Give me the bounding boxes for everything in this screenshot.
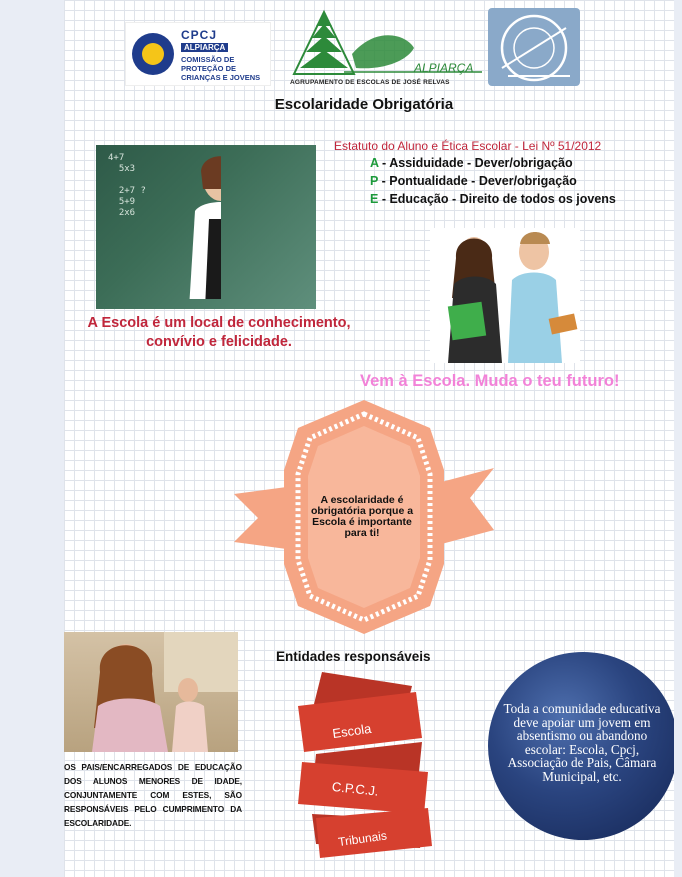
gaaa-emblem-icon xyxy=(488,8,580,86)
agrupamento-brand: ALPIARÇA xyxy=(414,61,474,75)
teacher-photo xyxy=(96,145,316,309)
ribbon-label-cpcj: C.P.C.J. xyxy=(331,778,380,799)
cpcj-logo-place: ALPIARÇA xyxy=(181,43,228,52)
pais-responsabilidade-text: OS PAIS/ENCARREGADOS DE EDUCAÇÃO DOS ALUNOS MENORES DE IDADE, CONJUNTAMENTE COM ESTES, SÃO RESPONSÁVEIS PELO CUMPRIMENTO DA ESCOLARIDADE. xyxy=(64,762,242,828)
escola-statement: A Escola é um local de conhecimento, convívio e felicidade. xyxy=(87,315,351,350)
agrupamento-logo xyxy=(286,6,482,86)
entidades-ribbon-graphic xyxy=(292,668,442,868)
students-photo xyxy=(430,228,580,363)
estatuto-item-p xyxy=(370,174,577,188)
estatuto-item-text: - Assiduidade - Dever/obrigação xyxy=(378,156,573,170)
estatuto-title: Estatuto do Aluno e Ética Escolar - Lei Nº 51/2012 xyxy=(334,139,602,153)
chalkboard-drawing: 4+7 5x3 2+7 ? 5+9 2x6 xyxy=(108,153,146,218)
ribbon-label-escola: Escola xyxy=(331,720,373,742)
estatuto-letter: E xyxy=(370,192,379,206)
estatuto-item-text: - Educação - Direito de todos os jovens xyxy=(378,192,616,206)
estatuto-letter: P xyxy=(370,174,379,188)
cpcj-logo xyxy=(125,22,271,86)
estatuto-item-a xyxy=(370,156,573,170)
estatuto-item-e xyxy=(370,192,616,206)
ribbon-label-tribunais: Tribunais xyxy=(337,828,388,850)
estatuto-item-text: - Pontualidade - Dever/obrigação xyxy=(378,174,577,188)
teacher-figure-icon xyxy=(151,149,221,299)
vem-a-escola-slogan: Vem à Escola. Muda o teu futuro! xyxy=(360,372,620,390)
cpcj-logo-desc: COMISSÃO DE PROTEÇÃO DE CRIANÇAS E JOVENS xyxy=(181,55,261,82)
page-title: Escolaridade Obrigatória xyxy=(274,96,454,113)
escolaridade-obrigatoria-statement: A escolaridade é obrigatória porque a Escola é importante para ti! xyxy=(310,494,414,539)
cpcj-emblem-icon xyxy=(132,33,174,75)
gaaa-logo xyxy=(488,8,580,86)
infographic-page xyxy=(64,0,674,877)
girl-figure-icon xyxy=(64,632,238,752)
comunidade-circle xyxy=(488,652,674,840)
students-figure-icon xyxy=(430,228,580,363)
entidades-title: Entidades responsáveis xyxy=(276,649,431,664)
comunidade-text: Toda a comunidade educativa deve apoiar um jovem em absentismo ou abandono escolar: Escola, Cpcj, Associação de Pais, Câmara Municipal, etc. xyxy=(503,701,661,784)
agrupamento-subtitle: AGRUPAMENTO DE ESCOLAS DE JOSÉ RELVAS xyxy=(290,79,450,86)
girl-photo xyxy=(64,632,238,752)
estatuto-letter: A xyxy=(370,156,379,170)
cpcj-logo-name: CPCJ xyxy=(181,28,218,42)
